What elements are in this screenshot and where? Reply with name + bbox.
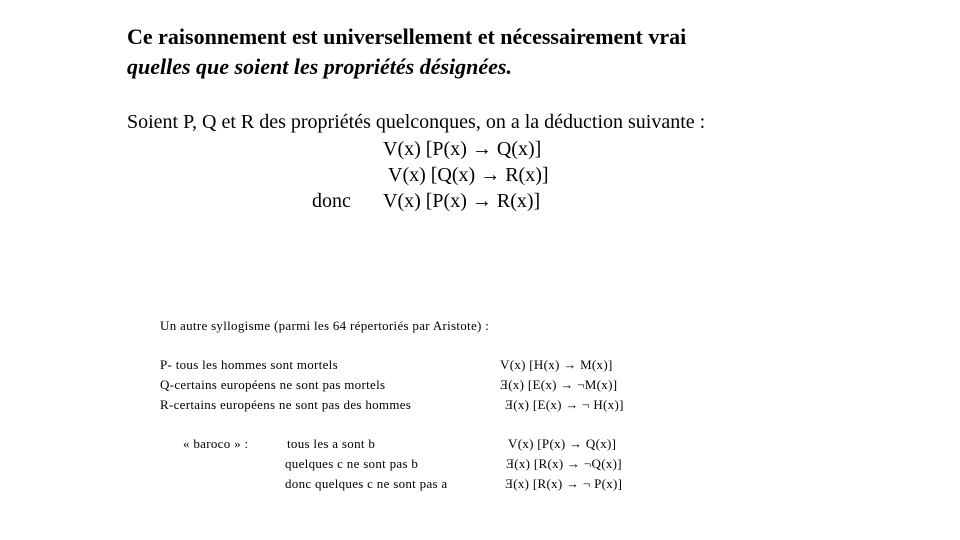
- deduction-premise-2: V(x) [Q(x) → R(x)]: [388, 164, 549, 186]
- baroco-formula-3: Ǝ(x) [R(x) → ¬ P(x)]: [505, 476, 623, 491]
- baroco-label: « baroco » :: [183, 436, 249, 451]
- syllogism-formula-p: V(x) [H(x) → M(x)]: [500, 357, 613, 372]
- deduction-premise-1: V(x) [P(x) → Q(x)]: [383, 138, 542, 160]
- heading-line-2: quelles que soient les propriétés désignées.: [127, 54, 512, 79]
- syllogism-intro: Un autre syllogisme (parmi les 64 répertoriés par Aristote) :: [160, 318, 490, 333]
- syllogism-formula-q: Ǝ(x) [E(x) → ¬M(x)]: [500, 377, 618, 392]
- baroco-premise-2: quelques c ne sont pas b: [285, 456, 419, 471]
- deduction-intro: Soient P, Q et R des propriétés quelconques, on a la déduction suivante :: [127, 111, 706, 133]
- syllogism-premise-r: R-certains européens ne sont pas des hommes: [160, 397, 412, 412]
- syllogism-premise-q: Q-certains européens ne sont pas mortels: [160, 377, 386, 392]
- deduction-conclusion-word: donc: [312, 190, 351, 212]
- baroco-formula-1: V(x) [P(x) → Q(x)]: [508, 436, 617, 451]
- heading-line-1: Ce raisonnement est universellement et nécessairement vrai: [127, 24, 687, 49]
- baroco-premise-1: tous les a sont b: [287, 436, 376, 451]
- baroco-formula-2: Ǝ(x) [R(x) → ¬Q(x)]: [506, 456, 622, 471]
- deduction-conclusion: V(x) [P(x) → R(x)]: [383, 190, 541, 212]
- syllogism-formula-r: Ǝ(x) [E(x) → ¬ H(x)]: [505, 397, 624, 412]
- syllogism-premise-p: P- tous les hommes sont mortels: [160, 357, 338, 372]
- baroco-conclusion: donc quelques c ne sont pas a: [285, 476, 448, 491]
